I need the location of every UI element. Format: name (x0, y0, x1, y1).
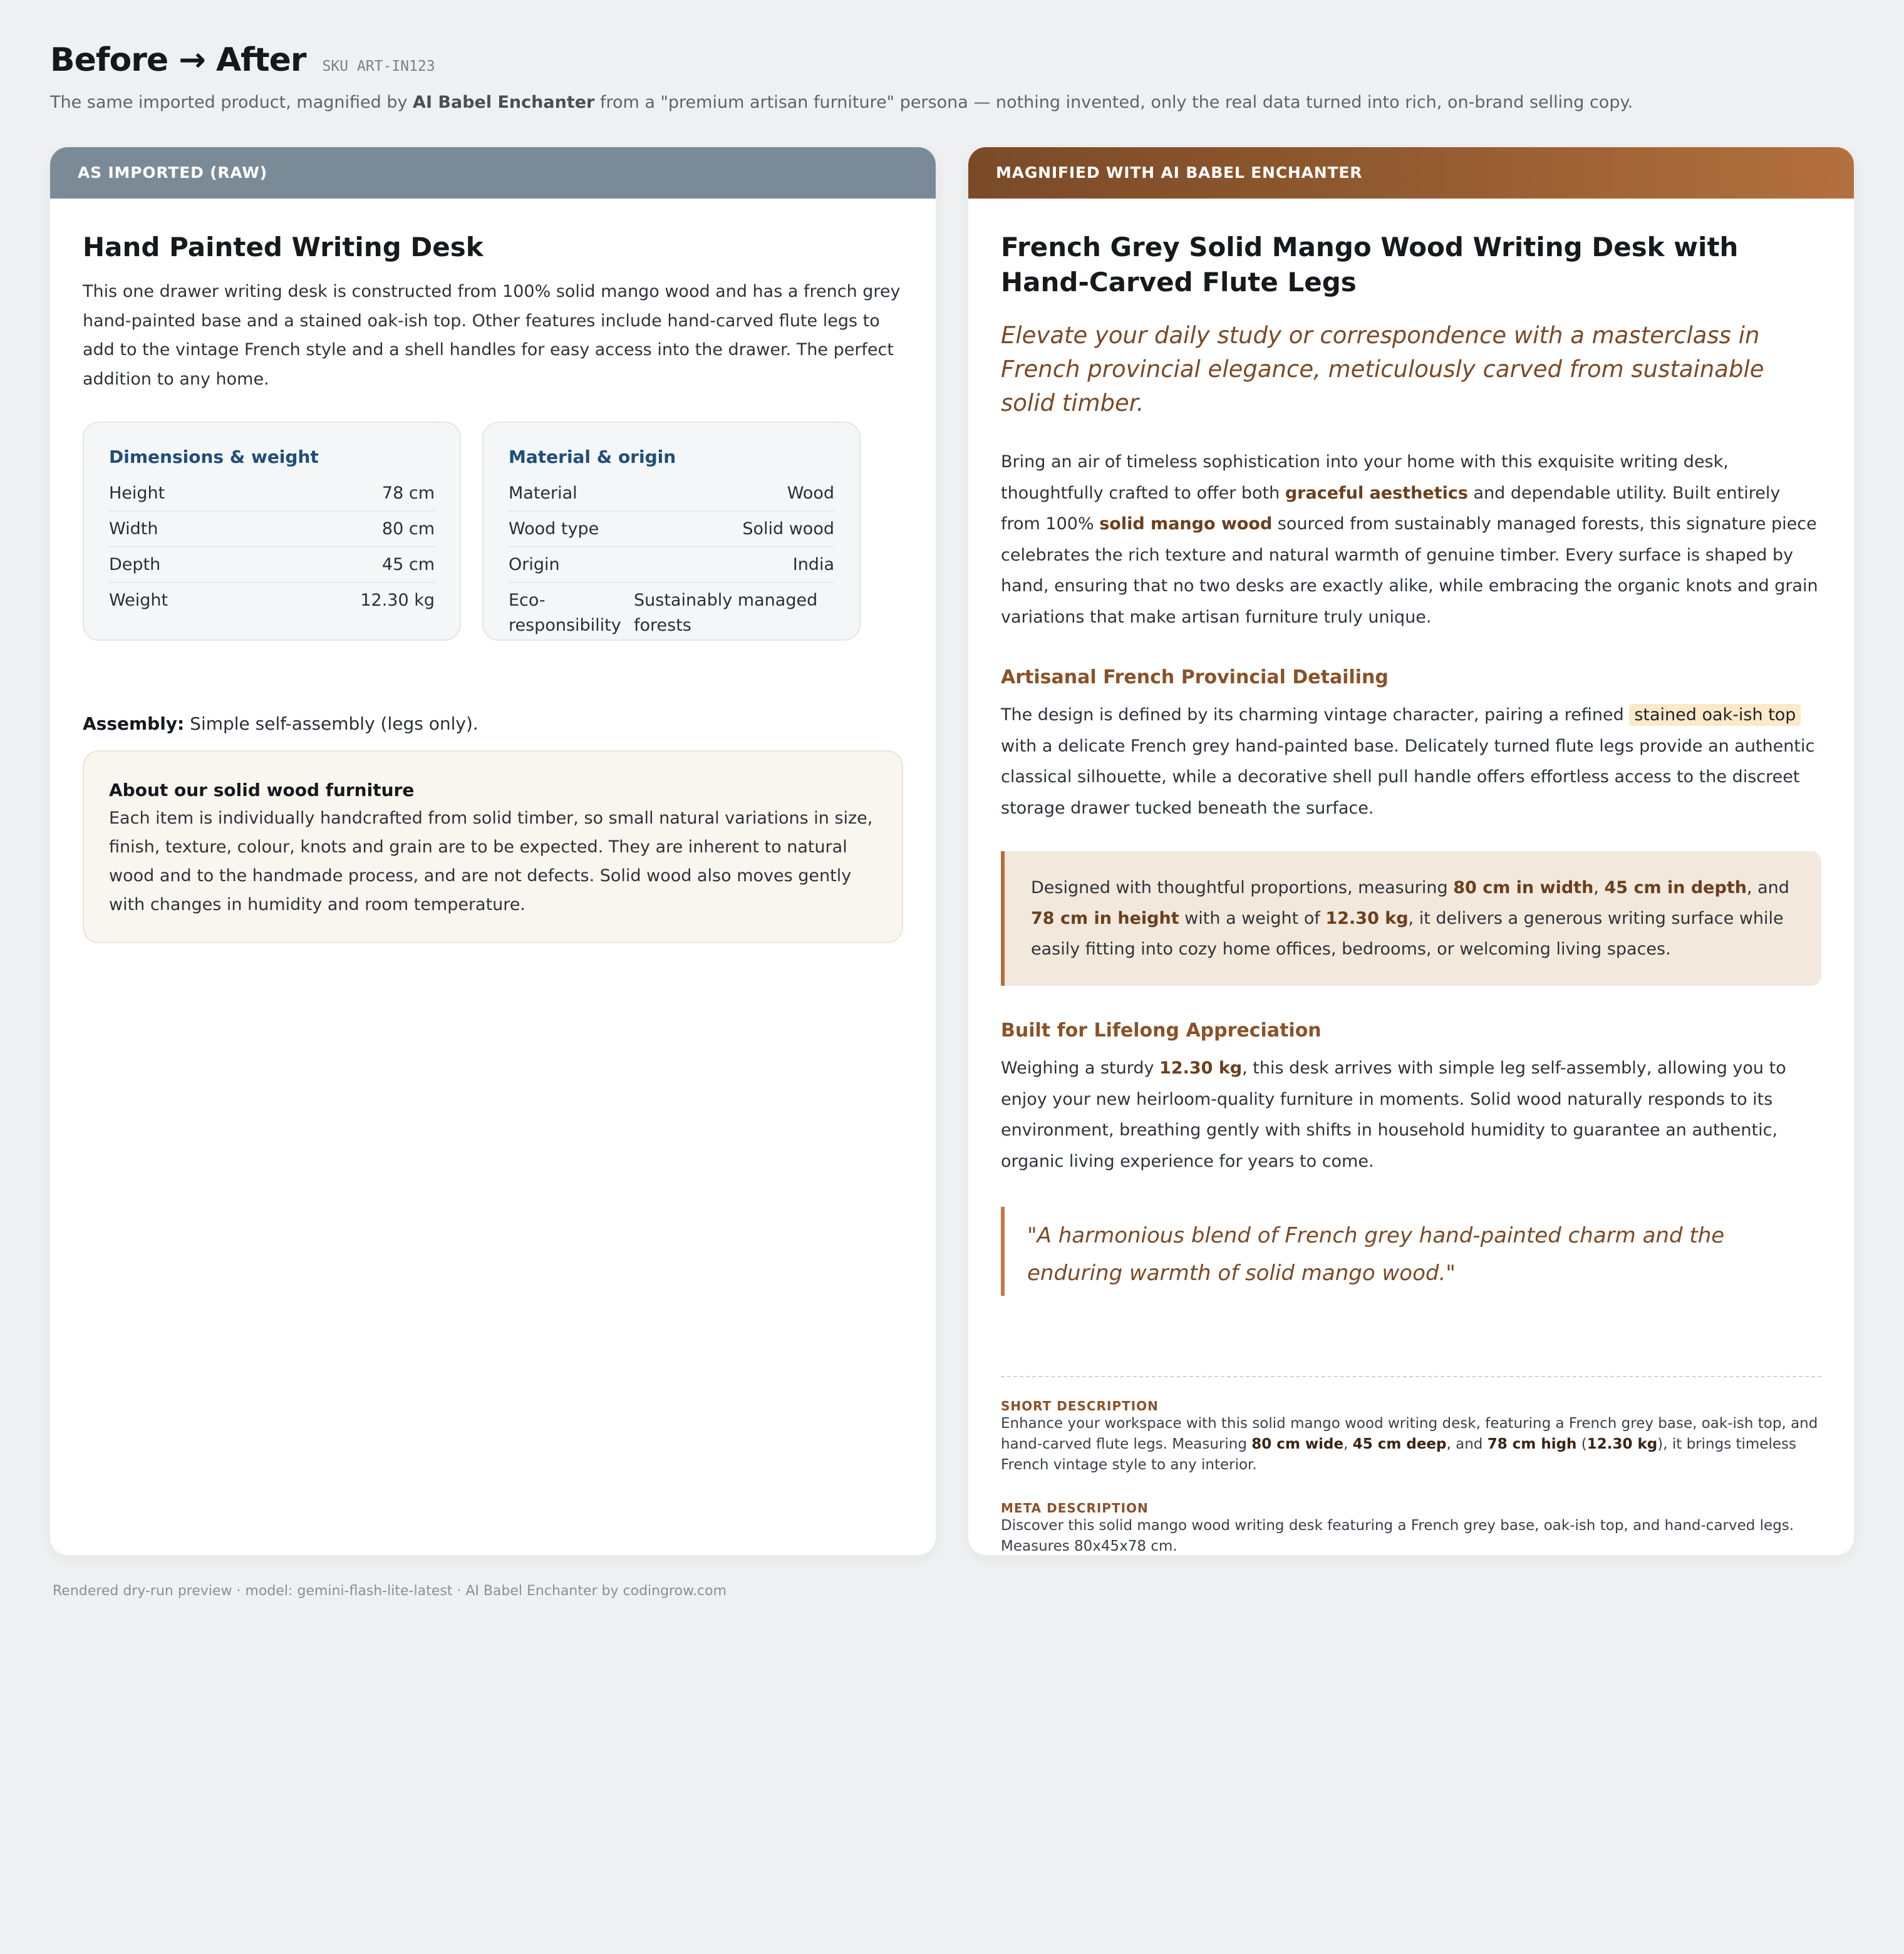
callout-text: with a weight of (1179, 909, 1326, 928)
highlight-chip: stained oak-ish top (1629, 704, 1801, 726)
magnified-product-name: French Grey Solid Mango Wood Writing Desk with Hand-Carved Flute Legs (1001, 232, 1739, 297)
about-box (83, 750, 903, 943)
section-heading-detailing: Artisanal French Provincial Detailing (1001, 666, 1389, 688)
intro-emphasis: graceful aesthetics (1285, 483, 1468, 503)
spec-value: Solid wood (742, 519, 834, 539)
tagline: Elevate your daily study or correspondence with a masterclass in French provincial elegance, meticulously carved from sustainable solid timber. (1001, 322, 1764, 416)
spec-row-material (509, 476, 834, 512)
lifelong-text: Weighing a sturdy (1001, 1058, 1160, 1078)
short-description-label: SHORT DESCRIPTION (1001, 1398, 1159, 1414)
assembly-value: Simple self-assembly (legs only). (184, 713, 479, 734)
title-row (50, 41, 1854, 79)
spec-key: Eco-responsibility (509, 591, 621, 635)
detailing-text: The design is defined by its charming vintage character, pairing a refined (1001, 705, 1630, 725)
short-desc-text: Enhance your workspace with this solid mango wood writing desk, featuring a French grey base, oak-ish top, and hand-carved flute legs. Measuring (1001, 1415, 1818, 1452)
about-title: About our solid wood furniture (109, 780, 415, 800)
spec-value: 45 cm (381, 555, 435, 574)
raw-panel-label: AS IMPORTED (RAW) (50, 147, 936, 199)
lifelong-emphasis: 12.30 kg (1159, 1058, 1243, 1078)
pull-quote: "A harmonious blend of French grey hand-painted charm and the enduring warmth of solid mango wood." (1001, 1207, 1821, 1296)
spec-row-weight (109, 583, 435, 618)
dashed-divider (1001, 1376, 1821, 1377)
intro-text: sourced from sustainably managed forests, this signature piece celebrates the rich texture and natural warmth of genuine timber. Every surface is shaped by hand, ensuring that no two desks are exactly alike, while embracing the organic knots and grain variations that make artisan furniture truly unique. (1001, 514, 1818, 627)
spec-key: Wood type (509, 519, 599, 539)
section-heading-lifelong: Built for Lifelong Appreciation (1001, 1020, 1322, 1042)
short-desc-emphasis: 80 cm wide (1251, 1436, 1344, 1452)
spec-value: 78 cm (381, 483, 435, 503)
raw-panel (50, 147, 936, 1555)
meta-description-text: Discover this solid mango wood writing desk featuring a French grey base, oak-ish top, and hand-carved legs. Measures 80x45x78 cm. (1001, 1517, 1794, 1554)
short-description-text (1001, 1414, 1821, 1476)
assembly-line (83, 713, 903, 734)
sku-label: SKU ART-IN123 (322, 58, 435, 75)
page-subtitle (50, 93, 1854, 112)
magnified-panel (968, 147, 1854, 1555)
spec-cards (83, 421, 903, 641)
spec-row-eco (509, 583, 834, 643)
spec-key: Width (109, 519, 158, 539)
intro-text: and dependable utility. Built entirely from 100% (1001, 483, 1781, 534)
footer-note: Rendered dry-run preview · model: gemini-flash-lite-latest · AI Babel Enchanter by codingrow.com (53, 1583, 727, 1599)
subtitle-prefix: The same imported product, magnified by (50, 93, 413, 112)
spec-key: Height (109, 483, 165, 503)
page-header (50, 41, 1854, 112)
callout-emphasis: 78 cm in height (1031, 909, 1179, 928)
spec-key: Material (509, 483, 577, 503)
short-desc-text: ), it brings timeless French vintage style to any interior. (1001, 1436, 1796, 1473)
spec-key: Origin (509, 555, 560, 574)
raw-description: This one drawer writing desk is constructed from 100% solid mango wood and has a french grey hand-painted base and a stained oak-ish top. Other features include hand-carved flute legs to add to the vintage French style and a shell handles for easy access into the drawer. The perfect addition to any home. (83, 282, 901, 389)
material-title: Material & origin (509, 447, 676, 467)
detailing-paragraph (1001, 700, 1821, 824)
lifelong-text: , this desk arrives with simple leg self-assembly, allowing you to enjoy your new heirloom-quality furniture in moments. Solid wood naturally responds to its environment, breathing gently with shifts in household humidity to guarantee an authentic, organic living experience for years to come. (1001, 1058, 1786, 1171)
spec-row-wood-type (509, 512, 834, 547)
spec-value: 80 cm (381, 519, 435, 539)
callout-text: , and (1746, 878, 1789, 897)
short-desc-text: ( (1576, 1436, 1587, 1452)
intro-emphasis: solid mango wood (1099, 514, 1273, 534)
callout-emphasis: 45 cm in depth (1604, 878, 1747, 897)
subtitle-suffix: from a "premium artisan furniture" persona — nothing invented, only the real data turned into rich, on-brand selling copy. (594, 93, 1633, 112)
callout-text: , it delivers a generous writing surface while easily fitting into cozy home offices, bedrooms, or welcoming living spaces. (1031, 909, 1784, 959)
raw-product-name: Hand Painted Writing Desk (83, 232, 484, 262)
callout-text: Designed with thoughtful proportions, measuring (1031, 878, 1454, 897)
dimensions-card (83, 421, 461, 641)
spec-value: India (792, 555, 834, 574)
dimensions-callout (1001, 851, 1821, 986)
lifelong-paragraph (1001, 1053, 1821, 1177)
meta-description-label: META DESCRIPTION (1001, 1501, 1149, 1516)
short-desc-text: , (1343, 1436, 1353, 1452)
spec-value: Sustainably managed forests (634, 591, 818, 635)
page-title: Before → After (50, 41, 306, 79)
intro-text: Bring an air of timeless sophistication into your home with this exquisite writing desk, thoughtfully crafted to offer both (1001, 452, 1729, 503)
callout-emphasis: 12.30 kg (1325, 909, 1409, 928)
subtitle-brand: AI Babel Enchanter (413, 93, 595, 112)
detailing-text: with a delicate French grey hand-painted base. Delicately turned flute legs provide an authentic classical silhouette, while a decorative shell pull handle offers effortless access to the discreet storage drawer tucked beneath the surface. (1001, 736, 1815, 818)
assembly-label: Assembly: (83, 713, 185, 734)
spec-row-width (109, 512, 435, 547)
intro-paragraph (1001, 447, 1821, 633)
short-desc-text: , and (1446, 1436, 1487, 1452)
magnified-panel-label: MAGNIFIED WITH AI BABEL ENCHANTER (968, 147, 1854, 199)
material-card (482, 421, 861, 641)
callout-text: , (1593, 878, 1605, 897)
callout-emphasis: 80 cm in width (1453, 878, 1594, 897)
spec-value: Wood (787, 483, 834, 503)
short-desc-emphasis: 45 cm deep (1352, 1436, 1447, 1452)
spec-key: Weight (109, 591, 168, 610)
dimensions-title: Dimensions & weight (109, 447, 319, 467)
about-text: Each item is individually handcrafted from solid timber, so small natural variations in size, finish, texture, colour, knots and grain are to be expected. They are inherent to natural wood and to the handmade process, and are not defects. Solid wood also moves gently with changes in humidity and room temperature. (109, 809, 873, 914)
short-desc-emphasis: 12.30 kg (1586, 1436, 1658, 1452)
spec-row-depth (109, 547, 435, 583)
spec-row-origin (509, 547, 834, 583)
short-desc-emphasis: 78 cm high (1487, 1436, 1577, 1452)
spec-row-height (109, 476, 435, 512)
spec-key: Depth (109, 555, 161, 574)
spec-value: 12.30 kg (360, 591, 435, 610)
